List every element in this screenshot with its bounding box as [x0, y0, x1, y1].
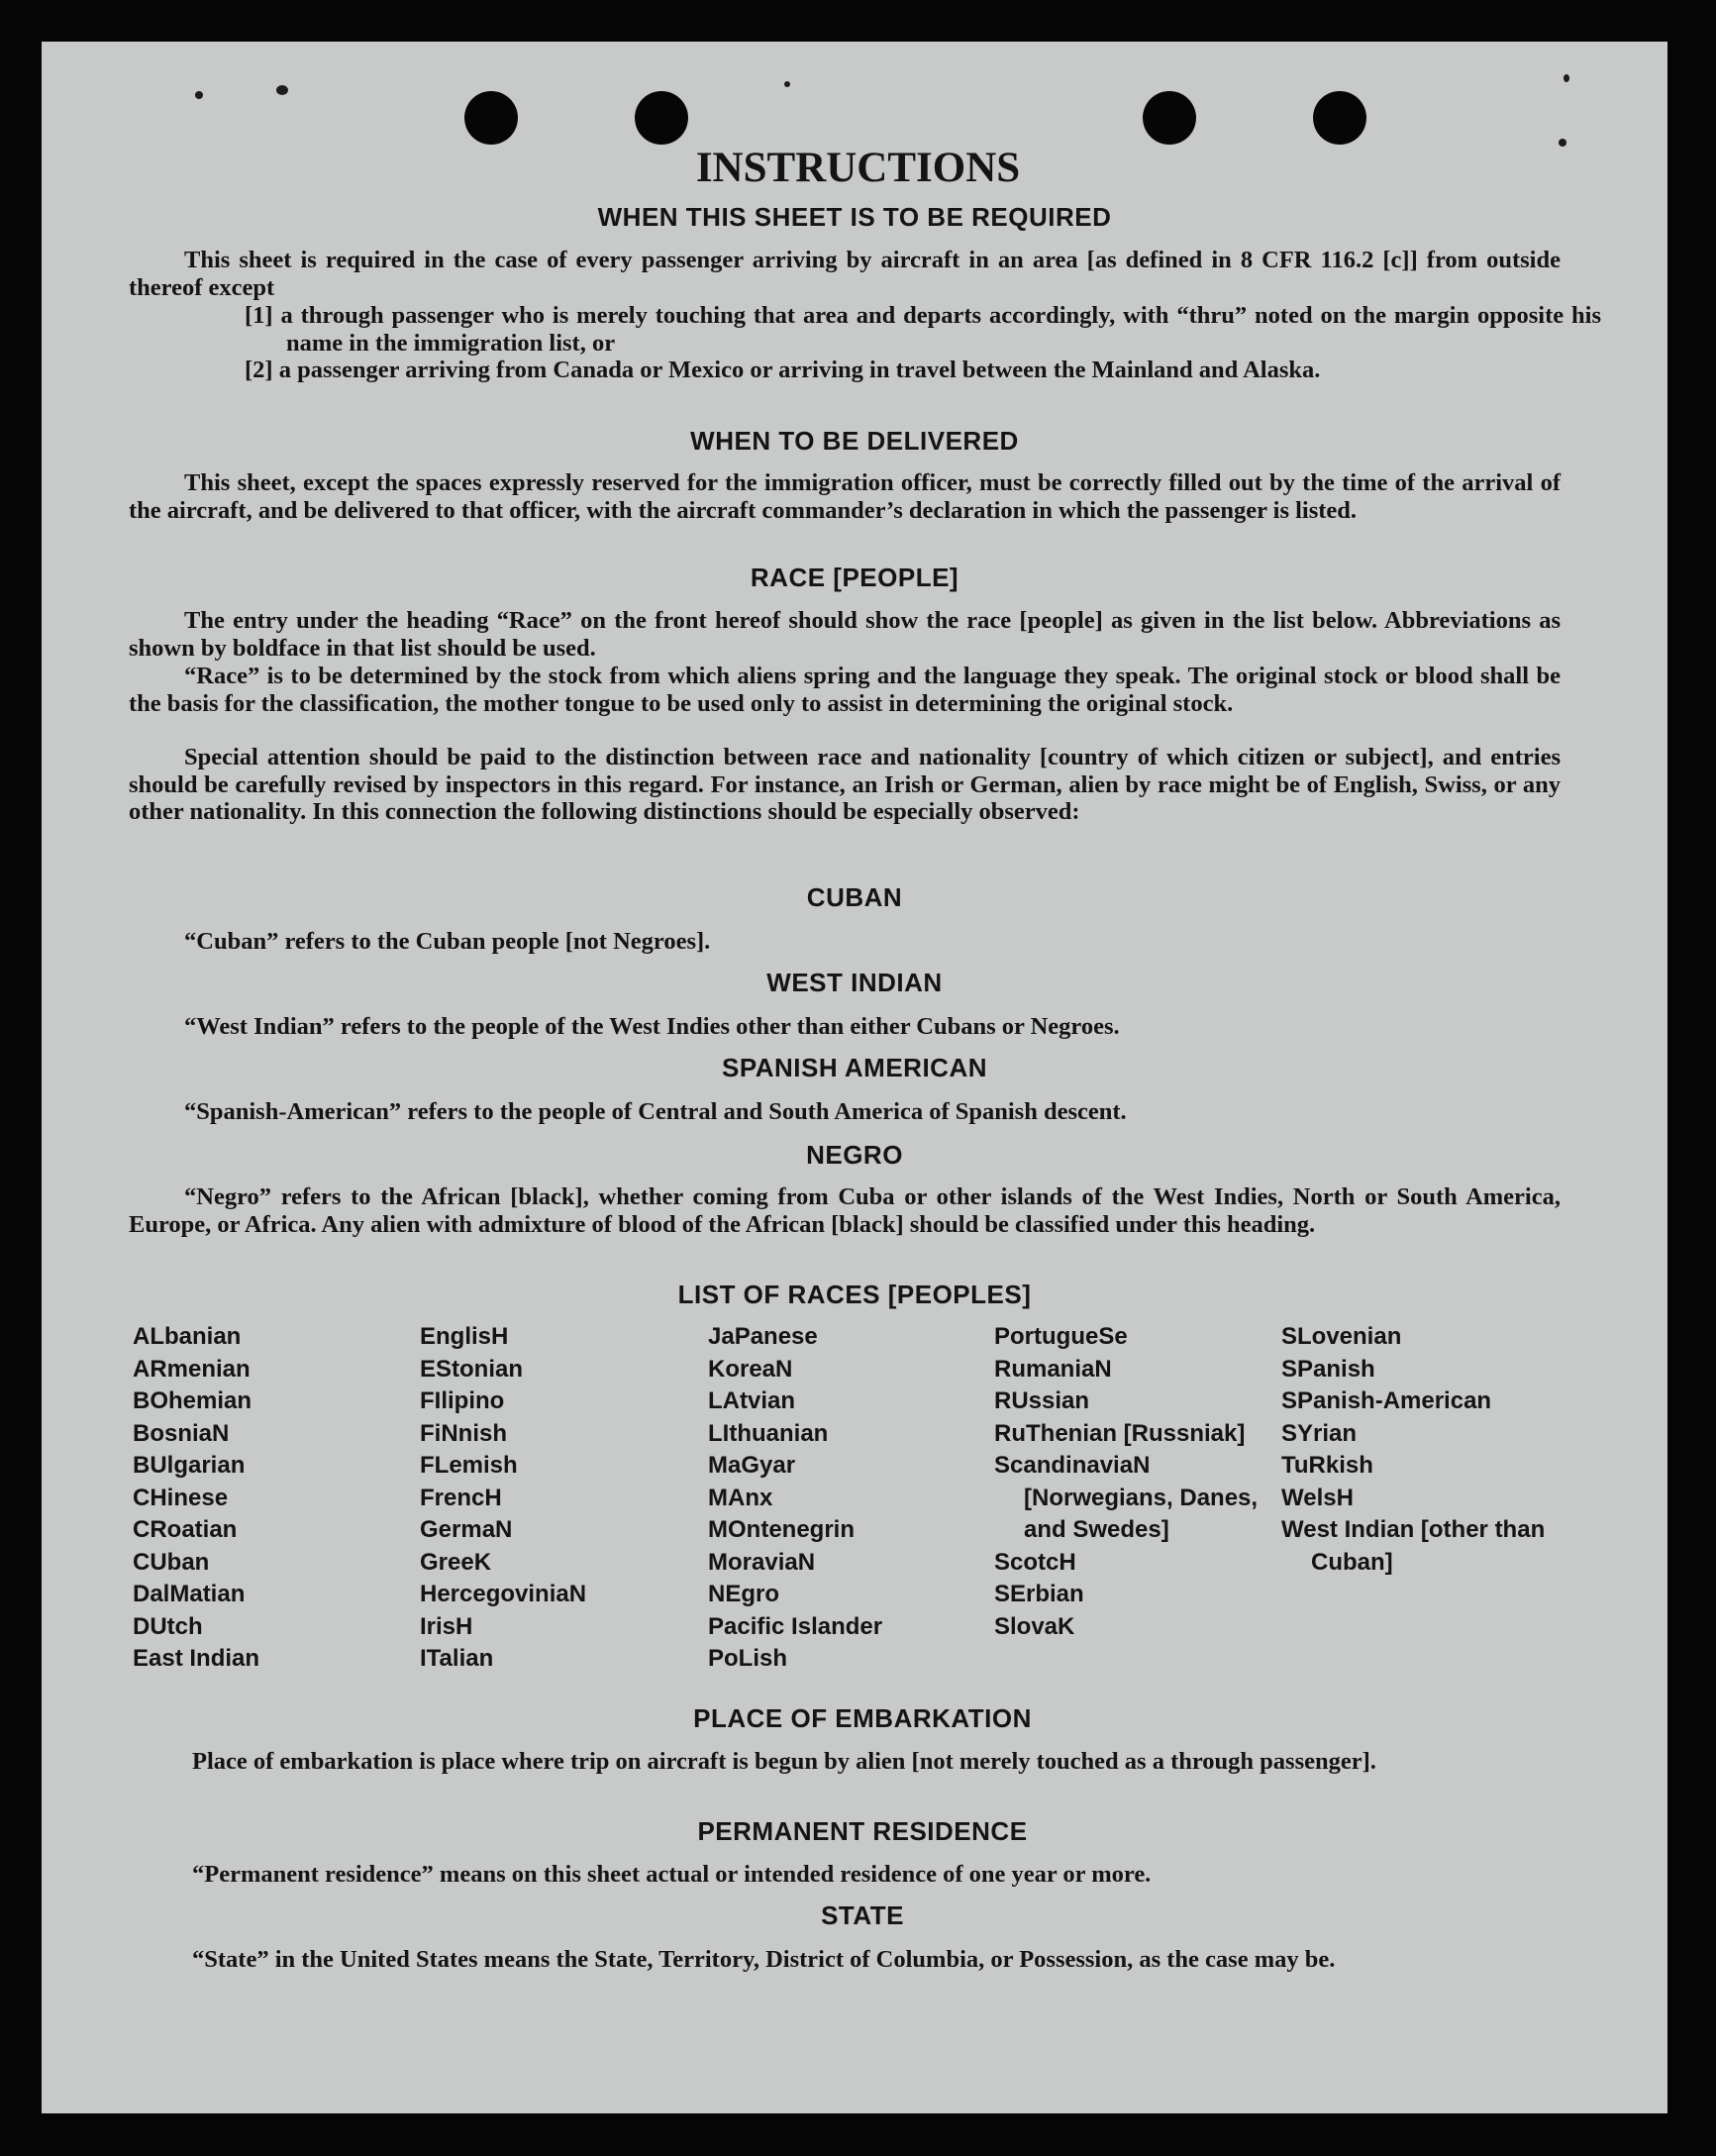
section-heading-negro: NEGRO: [806, 1140, 903, 1170]
section-heading-when-delivered: WHEN TO BE DELIVERED: [690, 426, 1019, 456]
race-entry: FLemish: [420, 1452, 518, 1479]
race-entry: MoraviaN: [708, 1548, 816, 1576]
race-entry: HercegoviniaN: [420, 1581, 587, 1607]
race-entry: NEgro: [708, 1581, 779, 1607]
when-required-intro: This sheet is required in the case of every passenger arriving by aircraft in an area [as defined in 8 CFR 116.2 [c]] from outside thereof except: [129, 247, 1561, 301]
race-entry: CHinese: [133, 1484, 229, 1511]
race-entry: TuRkish: [1281, 1452, 1373, 1479]
exception-item-2: [2] a passenger arriving from Canada or Mexico or arriving in travel between the Mainland and Alaska.: [245, 357, 1321, 383]
race-entry: SErbian: [994, 1581, 1084, 1607]
race-entry: MOntenegrin: [708, 1516, 855, 1543]
race-entry: SLovenian: [1281, 1323, 1402, 1350]
race-entry: ALbanian: [133, 1323, 242, 1350]
race-entry: ScandinaviaN [Norwegians, Danes, and Swedes]: [994, 1452, 1259, 1543]
race-entry: MAnx: [708, 1484, 773, 1511]
race-column-3: [708, 1321, 985, 1676]
section-heading-permanent-residence: PERMANENT RESIDENCE: [697, 1816, 1028, 1846]
section-heading-state: STATE: [821, 1900, 904, 1930]
race-column-4: [994, 1321, 1262, 1643]
race-entry: DUtch: [133, 1612, 203, 1640]
race-entry: RUssian: [994, 1387, 1090, 1414]
race-entry: PortugueSe: [994, 1323, 1128, 1350]
race-entry: MaGyar: [708, 1452, 796, 1479]
punch-hole: [635, 91, 688, 145]
exception-item-1: [1] a through passenger who is merely touching that area and departs accordingly, with “thru” noted on the margin opposite his name in the immigration list, or: [245, 302, 1601, 357]
punch-hole: [1143, 91, 1196, 145]
race-entry: BosniaN: [133, 1419, 230, 1447]
speck: [784, 81, 790, 87]
race-entry: IrisH: [420, 1612, 473, 1640]
race-entry: BUlgarian: [133, 1452, 246, 1479]
race-entry: SPanish-American: [1281, 1387, 1492, 1414]
section-heading-list-of-races: LIST OF RACES [PEOPLES]: [677, 1280, 1032, 1309]
cuban-text: “Cuban” refers to the Cuban people [not Negroes].: [184, 928, 711, 955]
section-heading-west-indian: WEST INDIAN: [766, 968, 943, 997]
race-entry: FiNnish: [420, 1419, 507, 1447]
race-entry: ARmenian: [133, 1355, 251, 1383]
west-indian-text: “West Indian” refers to the people of the West Indies other than either Cubans or Negroes.: [184, 1013, 1120, 1040]
punch-hole: [464, 91, 518, 145]
race-entry: West Indian [other than Cuban]: [1281, 1516, 1546, 1576]
race-entry: BOhemian: [133, 1387, 252, 1414]
race-entry: PoLish: [708, 1645, 788, 1672]
race-entry: Pacific Islander: [708, 1612, 883, 1640]
race-column-5: [1281, 1321, 1549, 1579]
race-entry: SYrian: [1281, 1419, 1358, 1447]
race-entry: GreeK: [420, 1548, 492, 1576]
race-entry: LIthuanian: [708, 1419, 829, 1447]
race-paragraph-3: Special attention should be paid to the distinction between race and nationality [country of which citizen or subject], and entries should be carefully revised by inspectors in this regard. For instance, an Irish or German, alien by race might be of English, Swiss, or any other nationality. In this connection the following distinctions should be especially observed:: [129, 744, 1561, 825]
race-entry: GermaN: [420, 1516, 513, 1543]
race-entry: FrencH: [420, 1484, 502, 1511]
speck: [276, 85, 288, 95]
race-entry: RuThenian [Russniak]: [994, 1419, 1246, 1447]
section-heading-cuban: CUBAN: [806, 882, 903, 912]
race-entry: CRoatian: [133, 1516, 238, 1543]
state-text: “State” in the United States means the State, Territory, District of Columbia, or Possession, as the case may be.: [192, 1946, 1336, 1973]
when-delivered-text: This sheet, except the spaces expressly reserved for the immigration officer, must be correctly filled out by the time of the arrival of the aircraft, and be delivered to that officer, with the aircraft commander’s declaration in which the passenger is listed.: [129, 469, 1561, 524]
section-heading-when-required: WHEN THIS SHEET IS TO BE REQUIRED: [597, 202, 1112, 232]
race-entry: ScotcH: [994, 1548, 1076, 1576]
punch-hole: [1313, 91, 1366, 145]
race-entry: RumaniaN: [994, 1355, 1112, 1383]
race-entry: DalMatian: [133, 1581, 246, 1607]
race-entry: East Indian: [133, 1645, 260, 1672]
section-heading-race: RACE [PEOPLE]: [750, 563, 959, 592]
race-entry: CUban: [133, 1548, 210, 1576]
spanish-american-text: “Spanish-American” refers to the people of Central and South America of Spanish descent.: [184, 1098, 1127, 1125]
embarkation-text: Place of embarkation is place where trip on aircraft is begun by alien [not merely touched as a through passenger].: [192, 1748, 1376, 1775]
race-column-2: [420, 1321, 687, 1676]
negro-text: “Negro” refers to the African [black], whether coming from Cuba or other islands of the West Indies, North or South America, Europe, or Africa. Any alien with admixture of blood of the African [black] should be classified under this heading.: [129, 1183, 1561, 1238]
race-entry: SPanish: [1281, 1355, 1375, 1383]
section-heading-embarkation: PLACE OF EMBARKATION: [693, 1703, 1032, 1733]
permanent-residence-text: “Permanent residence” means on this sheet actual or intended residence of one year or more.: [192, 1861, 1152, 1888]
section-heading-spanish-american: SPANISH AMERICAN: [721, 1053, 987, 1082]
speck: [195, 91, 203, 99]
race-entry: LAtvian: [708, 1387, 796, 1414]
race-paragraph-2: “Race” is to be determined by the stock from which aliens spring and the language they speak. The original stock or blood shall be the basis for the classification, the mother tongue to be used only to assist in determining the original stock.: [129, 663, 1561, 717]
race-entry: ITalian: [420, 1645, 494, 1672]
race-entry: JaPanese: [708, 1323, 818, 1350]
race-entry: SlovaK: [994, 1612, 1075, 1640]
page-title: INSTRUCTIONS: [695, 145, 1021, 191]
race-entry: WelsH: [1281, 1484, 1354, 1511]
race-entry: EnglisH: [420, 1323, 509, 1350]
race-paragraph-1: The entry under the heading “Race” on the front hereof should show the race [people] as given in the list below. Abbreviations as shown by boldface in that list should be used.: [129, 607, 1561, 662]
race-entry: EStonian: [420, 1355, 524, 1383]
race-column-1: [133, 1321, 400, 1676]
race-entry: KoreaN: [708, 1355, 793, 1383]
race-entry: FIlipino: [420, 1387, 505, 1414]
speck: [1564, 74, 1569, 82]
